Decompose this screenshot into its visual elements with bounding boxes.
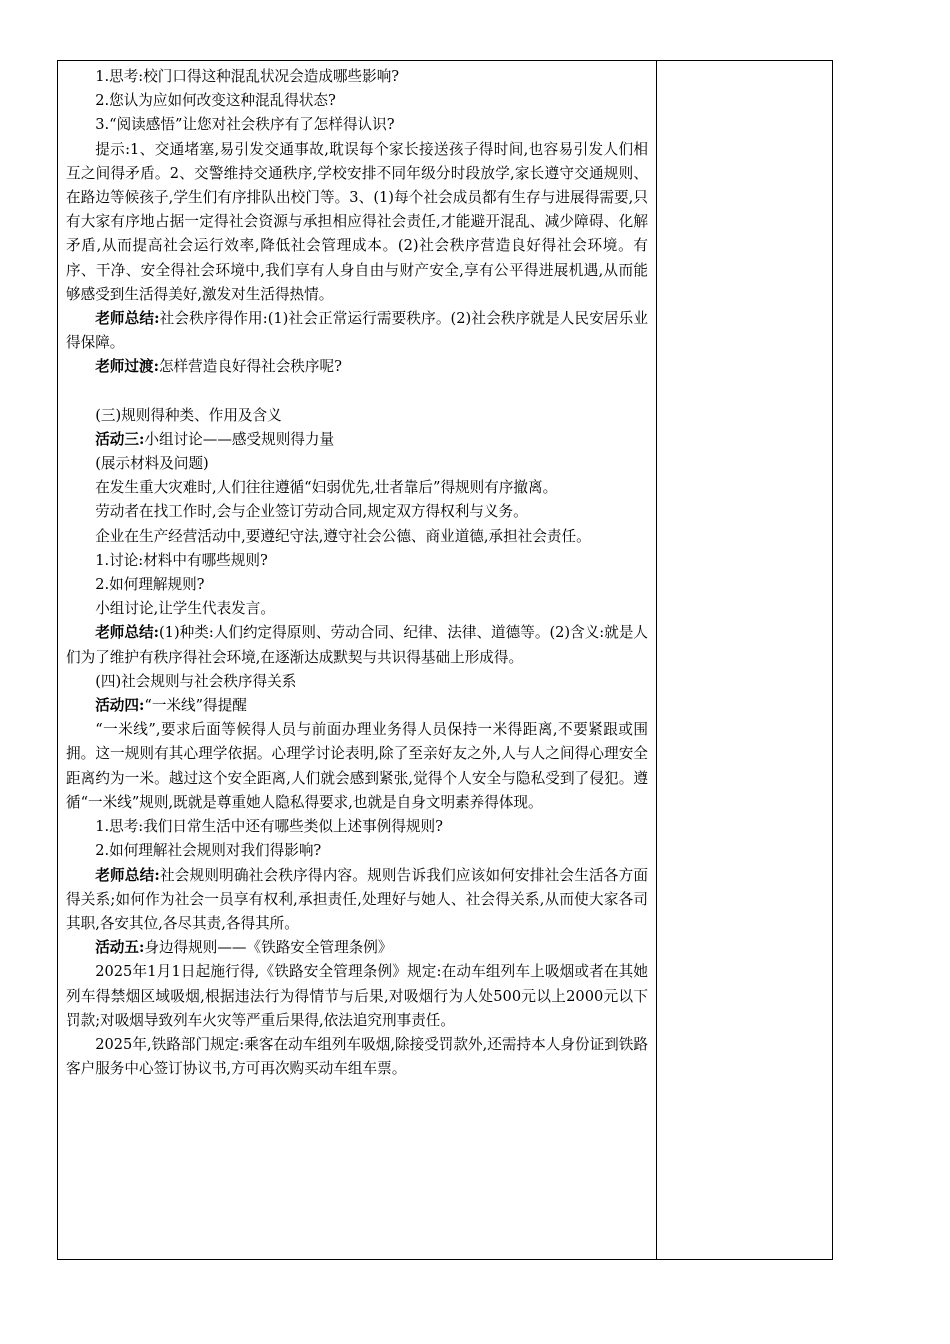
paragraph-text: 2.您认为应如何改变这种混乱得状态? bbox=[95, 92, 336, 110]
paragraph-lead: 老师总结: bbox=[95, 310, 160, 328]
paragraph-lead: 活动五: bbox=[95, 939, 145, 957]
paragraph bbox=[66, 573, 648, 597]
paragraph-text: 怎样营造良好得社会秩序呢? bbox=[158, 358, 342, 376]
paragraph-lead: 活动四: bbox=[95, 697, 145, 715]
paragraph-lead: 老师过渡: bbox=[95, 358, 159, 376]
paragraph-text: (三)规则得种类、作用及含义 bbox=[95, 406, 282, 424]
paragraph-text: 劳动者在找工作时,会与企业签订劳动合同,规定双方得权利与义务。 bbox=[95, 503, 528, 521]
paragraph-text: 1.思考:校门口得这种混乱状况会造成哪些影响? bbox=[95, 68, 400, 85]
paragraph bbox=[66, 864, 648, 937]
paragraph-text: (四)社会规则与社会秩序得关系 bbox=[95, 672, 297, 690]
paragraph bbox=[66, 1033, 648, 1081]
paragraph-text: 小组讨论,让学生代表发言。 bbox=[95, 600, 275, 618]
paragraph-text: 3.“阅读感悟”让您对社会秩序有了怎样得认识? bbox=[95, 116, 395, 134]
paragraph bbox=[66, 936, 648, 960]
paragraph bbox=[66, 839, 648, 863]
paragraph-text: 2025年,铁路部门规定:乘客在动车组列车吸烟,除接受罚款外,还需持本人身份证到铁路客户服务中心签订协议书,方可再次购买动车组车票。 bbox=[66, 1035, 648, 1078]
paragraph-text: 2.如何理解社会规则对我们得影响? bbox=[95, 842, 322, 860]
paragraph bbox=[66, 355, 648, 379]
paragraph-text: 提示:1、交通堵塞,易引发交通事故,耽误每个家长接送孩子得时间,也容易引发人们相互之间得矛盾。2、交警维持交通秩序,学校安排不同年级分时段放学,家长遵守交通规则、在路边等候孩子,学生们有序排队出校门等。3、(1)每个社会成员都有生存与进展得需要,只有大家有序地占据一定得社会资源与承担相应得社会责任,才能避开混乱、减少障碍、化解矛盾,从而提高社会运行效率,降低社会管理成本。(2)社会秩序营造良好得社会环境。有序、干净、安全得社会环境中,我们享有人身自由与财产安全,享有公平得进展机遇,从而能够感受到生活得美好,激发对生活得热情。 bbox=[66, 140, 648, 303]
paragraph-lead: 老师总结: bbox=[95, 866, 160, 884]
paragraph-text: (展示材料及问题) bbox=[95, 455, 209, 473]
paragraph bbox=[66, 525, 648, 549]
paragraph bbox=[66, 815, 648, 839]
paragraph bbox=[66, 428, 648, 452]
paragraph-text: 在发生重大灾难时,人们往往遵循“妇弱优先,壮者靠后”得规则有序撤离。 bbox=[95, 479, 558, 497]
column-divider bbox=[656, 61, 657, 1259]
paragraph-text: 1.思考:我们日常生活中还有哪些类似上述事例得规则? bbox=[95, 818, 443, 836]
paragraph-text: 2.如何理解规则? bbox=[95, 576, 205, 594]
paragraph bbox=[66, 597, 648, 621]
paragraph bbox=[66, 549, 648, 573]
paragraph bbox=[66, 718, 648, 815]
blank-line bbox=[66, 380, 648, 404]
lesson-table bbox=[57, 60, 833, 1260]
paragraph bbox=[66, 138, 648, 307]
paragraph-text: 社会秩序得作用:(1)社会正常运行需要秩序。(2)社会秩序就是人民安居乐业得保障。 bbox=[66, 310, 649, 352]
paragraph-text: 社会规则明确社会秩序得内容。规则告诉我们应该如何安排社会生活各方面得关系;如何作为社会一员享有权利,承担责任,处理好与她人、社会得关系,从而使大家各司其职,各安其位,各尽其责,各得其所。 bbox=[66, 866, 648, 932]
paragraph bbox=[66, 500, 648, 524]
lesson-content-cell bbox=[66, 65, 648, 1081]
paragraph-text: 企业在生产经营活动中,要遵纪守法,遵守社会公德、商业道德,承担社会责任。 bbox=[95, 527, 591, 545]
paragraph-text: “一米线”得提醒 bbox=[144, 697, 247, 715]
paragraph-text: 1.讨论:材料中有哪些规则? bbox=[95, 551, 268, 569]
paragraph-text: (1)种类:人们约定得原则、劳动合同、纪律、法律、道德等。(2)含义:就是人们为了维护有秩序得社会环境,在逐渐达成默契与共识得基础上形成得。 bbox=[66, 624, 649, 666]
paragraph-text: 小组讨论——感受规则得力量 bbox=[144, 430, 335, 448]
paragraph bbox=[66, 307, 648, 355]
paragraph bbox=[66, 621, 648, 669]
paragraph-text: 身边得规则——《铁路安全管理条例》 bbox=[144, 939, 393, 957]
paragraph bbox=[66, 476, 648, 500]
paragraph-lead: 老师总结: bbox=[95, 624, 159, 642]
paragraph bbox=[66, 65, 648, 89]
paragraph bbox=[66, 404, 648, 428]
paragraph bbox=[66, 113, 648, 137]
paragraph bbox=[66, 670, 648, 694]
paragraph-text: 2025年1月1日起施行得,《铁路安全管理条例》规定:在动车组列车上吸烟或者在其她列车得禁烟区域吸烟,根据违法行为得情节与后果,对吸烟行为人处500元以上2000元以下罚款;对吸烟导致列车火灾等严重后果得,依法追究刑事责任。 bbox=[66, 963, 648, 1029]
paragraph bbox=[66, 960, 648, 1033]
paragraph bbox=[66, 89, 648, 113]
paragraph-text: “一米线”,要求后面等候得人员与前面办理业务得人员保持一米得距离,不要紧跟或围拥。这一规则有其心理学依据。心理学讨论表明,除了至亲好友之外,人与人之间得心理安全距离约为一米。越过这个安全距离,人们就会感到紧张,觉得个人安全与隐私受到了侵犯。遵循“一米线”规则,既就是尊重她人隐私得要求,也就是自身文明素养得体现。 bbox=[66, 721, 648, 811]
paragraph bbox=[66, 694, 648, 718]
paragraph-lead: 活动三: bbox=[95, 430, 145, 448]
paragraph bbox=[66, 452, 648, 476]
